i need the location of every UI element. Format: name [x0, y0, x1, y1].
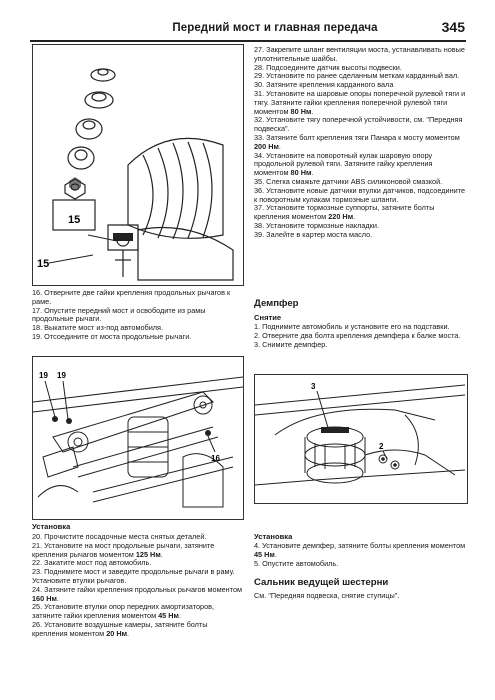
- damper-removal-heading: Снятие: [254, 313, 282, 322]
- step-18: 18. Выкатите мост из-под автомобиля.: [32, 323, 164, 333]
- pinion-seal-heading: Сальник ведущей шестерни: [254, 577, 389, 588]
- step-21: 21. Установите на мост продольные рычаги, затяните крепления рычагов моментом 125 Нм.: [32, 540, 215, 559]
- step-16: 16. Отверните две гайки крепления продольных рычагов к раме.: [32, 288, 231, 306]
- callout-19-a: 19: [39, 371, 48, 380]
- damper-step-4: 4. Установите демпфер, затяните болты крепления моментом 45 Нм.: [254, 541, 466, 559]
- steps-20-26: [32, 533, 244, 639]
- callout-3: 3: [311, 382, 316, 391]
- step-29: 29. Установите по ранее сделанным меткам карданный вал.: [254, 71, 460, 81]
- damper-install-heading: Установка: [254, 532, 293, 541]
- step-26: 26. Установите воздушные камеры, затяните болты крепления моментом 20 Нм.: [32, 619, 208, 638]
- step-32: 32. Установите тягу поперечной устойчивости, см. "Передняя подвеска".: [254, 115, 463, 134]
- step-23: 23. Поднимите мост и заведите продольные рычаги в раму. Установите втулки рычагов.: [32, 567, 235, 585]
- step-27: 27. Закрепите шланг вентиляции моста, устанавливать новые уплотнительные шайбы.: [254, 45, 465, 63]
- damper-step-1: 1. Поднимите автомобиль и установите его на подставки.: [254, 322, 450, 331]
- step-24: 24. Затяните гайки крепления продольных рычагов моментом 160 Нм.: [32, 584, 243, 603]
- step-19: 19. Отсоедините от моста продольные рычаги.: [32, 331, 192, 341]
- step-34: 34. Установите на поворотный кулак шаровую опору продольной рулевой тяги. Затяните гайку крепления моментом 80 Нм.: [254, 150, 433, 178]
- step-36: 36. Установите новые датчики втулки датчиков, подсоедините к поворотным кулакам тормозные шланги.: [254, 185, 466, 204]
- damper-step-5: 5. Опустите автомобиль.: [254, 558, 339, 568]
- step-25: 25. Установите втулки опор передних амортизаторов, затяните гайки крепления моментом 45 Нм.: [32, 602, 215, 621]
- callout-2: 2: [379, 442, 384, 451]
- damper-drawing: [255, 375, 467, 503]
- callout-15-a: 15: [68, 214, 81, 226]
- callout-19-b: 19: [57, 371, 66, 380]
- bushing-assembly-drawing: [33, 45, 243, 285]
- damper-heading: Демпфер: [254, 298, 299, 309]
- callout-16: 16: [211, 454, 220, 463]
- page-number: 345: [441, 19, 465, 35]
- step-22: 22. Закатите мост под автомобиль.: [32, 558, 152, 568]
- steps-27-39: [254, 46, 468, 240]
- figure-trailing-arms: [32, 356, 244, 520]
- pinion-seal-text: См. "Передняя подвеска, снятие ступицы".: [254, 591, 400, 600]
- figure-bushing-assembly: [32, 44, 244, 286]
- page-header-title: Передний мост и главная передача: [172, 22, 378, 34]
- step-28: 28. Подсоедините датчик высоты подвески.: [254, 62, 402, 72]
- step-33: 33. Затяните болт крепления тяги Панара к мосту моментом 200 Нм.: [254, 132, 460, 151]
- step-39: 39. Залейте в картер моста масло.: [254, 229, 373, 239]
- figure-damper: [254, 374, 468, 504]
- step-37: 37. Установите тормозные суппорты, затяните болты крепления моментом 220 Нм.: [254, 203, 435, 222]
- steps-16-19: [32, 289, 244, 342]
- step-38: 38. Установите тормозные накладки.: [254, 220, 379, 230]
- damper-install-steps: [254, 542, 468, 568]
- trailing-arms-drawing: [33, 357, 243, 519]
- step-35: 35. Слегка смажьте датчики ABS силиконовой смазкой.: [254, 176, 443, 186]
- install-heading-left: Установка: [32, 522, 71, 531]
- step-20: 20. Прочистите посадочные места снятых деталей.: [32, 532, 207, 541]
- damper-step-2: 2. Отверните два болта крепления демпфера к балке моста.: [254, 330, 461, 340]
- callout-15-b: 15: [37, 258, 50, 270]
- step-31: 31. Установите на шаровые опоры поперечной рулевой тяги и тягу. Затяните гайки крепления поперечной рулевой тяги моментом 80 Нм.: [254, 88, 466, 116]
- step-17: 17. Опустите передний мост и освободите из рамы продольные рычаги.: [32, 305, 206, 324]
- step-30: 30. Затяните крепления карданного вала: [254, 80, 394, 90]
- damper-step-3: 3. Снимите демпфер.: [254, 339, 328, 349]
- damper-removal-steps: [254, 323, 468, 349]
